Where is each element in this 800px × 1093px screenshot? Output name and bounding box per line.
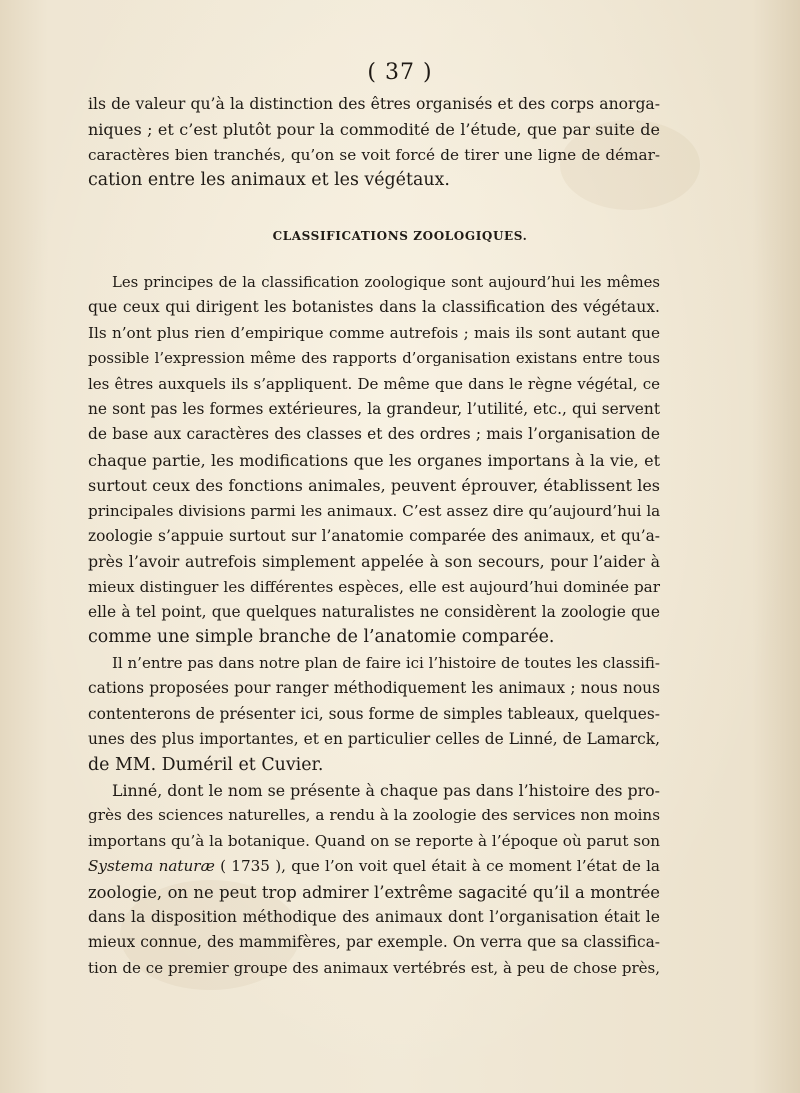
text-line: près l’avoir autrefois simplement appelée à son secours, pour l’aider à — [88, 552, 660, 572]
text-line: comme une simple branche de l’anatomie comparée. — [88, 627, 555, 648]
text-line: elle à tel point, que quelques naturalistes ne considèrent la zoologie que — [88, 603, 660, 622]
text-line: contenterons de présenter ici, sous forme de simples tableaux, quelques- — [88, 704, 660, 723]
page-number: ( 37 ) — [367, 60, 433, 85]
text-line: Ils n’ont plus rien d’empirique comme autrefois ; mais ils sont autant que — [88, 323, 660, 342]
text-line: Linné, dont le nom se présente à chaque pas dans l’histoire des pro- — [112, 781, 660, 800]
book-title: Systema naturæ — [88, 857, 215, 876]
text-line: importans qu’à la botanique. Quand on se reporte à l’époque où parut son — [88, 831, 660, 850]
text-line: cation entre les animaux et les végétaux. — [88, 170, 450, 191]
text-line: principales divisions parmi les animaux. C’est assez dire qu’aujourd’hui la — [88, 501, 661, 520]
text-line: niques ; et c’est plutôt pour la commodité de l’étude, que par suite de — [88, 120, 660, 140]
text-line: ne sont pas les formes extérieures, la grandeur, l’utilité, etc., qui servent — [88, 399, 660, 418]
text-line: Il n’entre pas dans notre plan de faire ici l’histoire de toutes les classifi- — [112, 654, 660, 672]
text-line: de base aux caractères des classes et des ordres ; mais l’organisation de — [88, 425, 660, 444]
paragraph-plan — [88, 651, 660, 778]
text-line — [88, 854, 660, 879]
text-line: grès des sciences naturelles, a rendu à la zoologie des services non moins — [88, 806, 660, 825]
text-line: cations proposées pour ranger méthodiquement les animaux ; nous nous — [88, 679, 660, 698]
text-line: dans la disposition méthodique des animaux dont l’organisation était le — [88, 907, 660, 926]
paragraph-principles — [88, 270, 660, 651]
text-line: tion de ce premier groupe des animaux vertébrés est, à peu de chose près, — [88, 958, 660, 977]
paragraph-continuation — [88, 92, 660, 194]
text-line: possible l’expression même des rapports d’organisation existans entre tous — [88, 350, 660, 368]
text-line: les êtres auxquels ils s’appliquent. De même que dans le règne végétal, ce — [88, 374, 660, 393]
text-line-rest: ( 1735 ), que l’on voit quel était à ce moment l’état de la — [214, 857, 660, 876]
text-line: ils de valeur qu’à la distinction des êtres organisés et des corps anorga- — [88, 95, 660, 113]
text-line: zoologie s’appuie surtout sur l’anatomie comparée des animaux, et qu’a- — [88, 526, 660, 545]
text-line: surtout ceux des fonctions animales, peuvent éprouver, établissent les — [88, 476, 660, 496]
text-line: que ceux qui dirigent les botanistes dans la classification des végétaux. — [88, 298, 660, 317]
text-line: mieux distinguer les différentes espèces, elle est aujourd’hui dominée par — [88, 577, 660, 596]
section-heading: CLASSIFICATIONS ZOOLOGIQUES. — [272, 229, 528, 243]
text-line: caractères bien tranchés, qu’on se voit forcé de tirer une ligne de démar- — [88, 145, 660, 164]
text-line: Les principes de la classification zoologique sont aujourd’hui les mêmes — [112, 274, 660, 291]
paragraph-linne — [88, 778, 660, 981]
text-line: chaque partie, les modifications que les organes importans à la vie, et — [88, 450, 660, 470]
text-line: mieux connue, des mammifères, par exemple. On verra que sa classifica- — [88, 933, 660, 952]
text-line: zoologie, on ne peut trop admirer l’extrême sagacité qu’il a montrée — [88, 882, 660, 902]
text-line: de MM. Duméril et Cuvier. — [88, 754, 324, 775]
text-line: unes des plus importantes, et en particulier celles de Linné, de Lamarck, — [88, 730, 660, 749]
